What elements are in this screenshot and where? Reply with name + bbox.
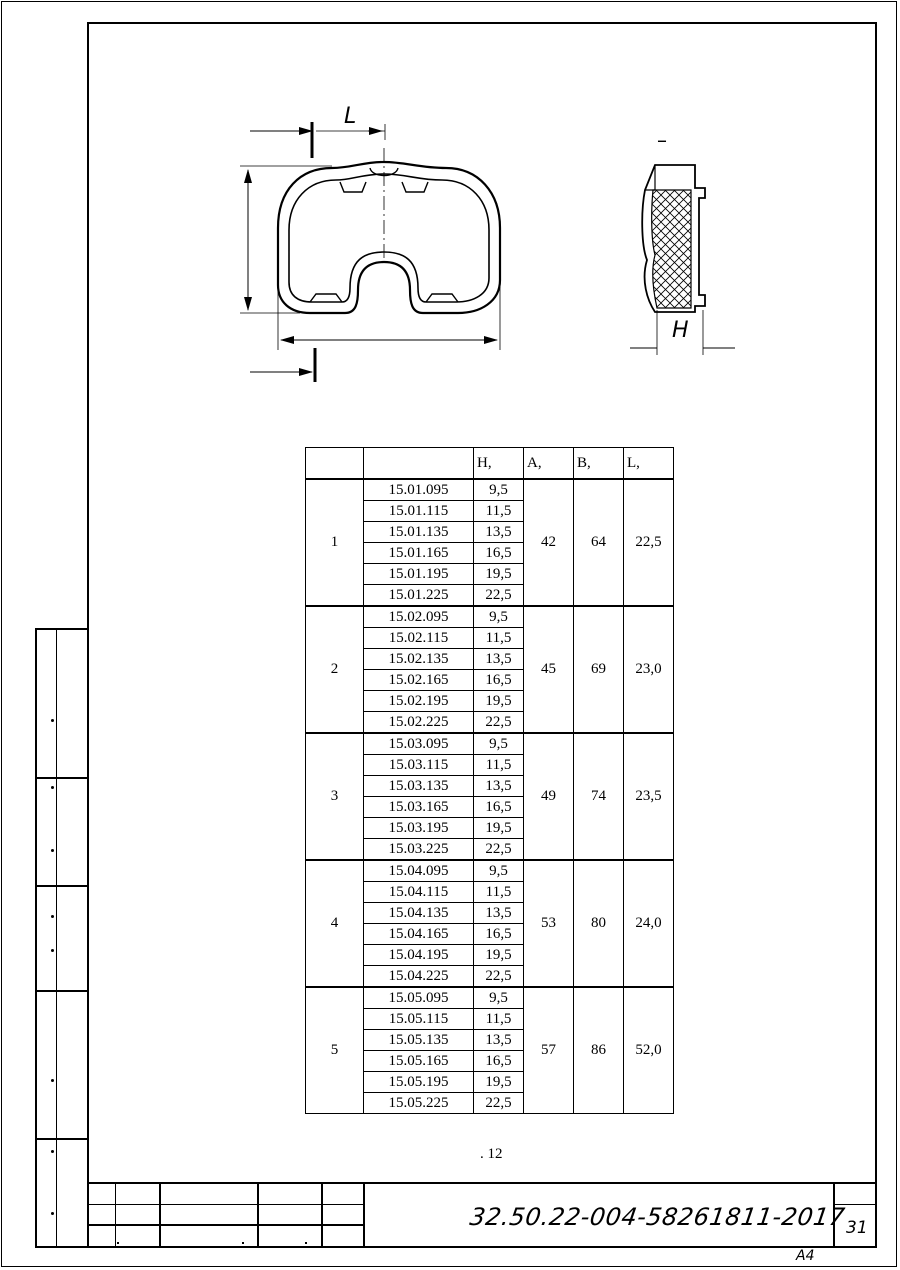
binding-strip	[35, 628, 88, 1248]
part-code: 15.04.225	[364, 966, 474, 988]
value-h: 13,5	[474, 903, 524, 924]
gasket-front-view	[240, 110, 520, 390]
table-header-row	[306, 448, 674, 480]
value-h: 9,5	[474, 733, 524, 755]
dimensions-table	[305, 447, 674, 1114]
group-number: 5	[306, 987, 364, 1114]
part-code: 15.02.115	[364, 628, 474, 649]
value-h: 11,5	[474, 1009, 524, 1030]
binding-mark	[51, 1212, 54, 1215]
part-code: 15.04.165	[364, 924, 474, 945]
header-l: L,	[624, 448, 674, 480]
part-code: 15.05.225	[364, 1093, 474, 1114]
header-a: A,	[524, 448, 574, 480]
part-code: 15.03.115	[364, 755, 474, 776]
part-code: 15.04.195	[364, 945, 474, 966]
value-b: 64	[574, 479, 624, 606]
part-code: 15.05.095	[364, 987, 474, 1009]
binding-strip-rule	[35, 777, 88, 779]
part-code: 15.05.115	[364, 1009, 474, 1030]
value-h: 22,5	[474, 1093, 524, 1114]
binding-strip-rule	[35, 885, 88, 887]
value-b: 80	[574, 860, 624, 987]
value-a: 57	[524, 987, 574, 1114]
header-h: H,	[474, 448, 524, 480]
value-h: 9,5	[474, 987, 524, 1009]
value-l: 52,0	[624, 987, 674, 1114]
part-code: 15.05.165	[364, 1051, 474, 1072]
value-h: 9,5	[474, 606, 524, 628]
value-b: 69	[574, 606, 624, 733]
binding-mark	[51, 786, 54, 789]
part-code: 15.01.135	[364, 522, 474, 543]
group-number: 2	[306, 606, 364, 733]
value-a: 53	[524, 860, 574, 987]
header-group	[306, 448, 364, 480]
dimension-label-L: L	[344, 104, 357, 129]
value-h: 16,5	[474, 670, 524, 691]
value-h: 22,5	[474, 966, 524, 988]
group-number: 3	[306, 733, 364, 860]
gasket-outer-contour	[278, 162, 500, 313]
header-code	[364, 448, 474, 480]
table-row	[306, 987, 674, 1009]
value-h: 19,5	[474, 691, 524, 712]
part-code: 15.01.225	[364, 585, 474, 607]
section-mark: –	[657, 128, 667, 152]
value-l: 24,0	[624, 860, 674, 987]
value-h: 11,5	[474, 755, 524, 776]
value-h: 19,5	[474, 945, 524, 966]
part-code: 15.02.165	[364, 670, 474, 691]
part-code: 15.03.135	[364, 776, 474, 797]
value-h: 16,5	[474, 924, 524, 945]
part-code: 15.03.165	[364, 797, 474, 818]
part-code: 15.01.115	[364, 501, 474, 522]
binding-mark	[51, 849, 54, 852]
value-l: 23,5	[624, 733, 674, 860]
part-code: 15.02.095	[364, 606, 474, 628]
value-h: 22,5	[474, 585, 524, 607]
value-h: 11,5	[474, 628, 524, 649]
value-h: 11,5	[474, 501, 524, 522]
binding-strip-rule	[35, 990, 88, 992]
part-code: 15.02.135	[364, 649, 474, 670]
value-b: 74	[574, 733, 624, 860]
binding-strip-divider	[56, 628, 57, 1248]
figure-note: . 12	[480, 1146, 503, 1162]
header-b: B,	[574, 448, 624, 480]
value-h: 19,5	[474, 564, 524, 585]
value-a: 49	[524, 733, 574, 860]
value-h: 9,5	[474, 479, 524, 501]
table-row	[306, 606, 674, 628]
part-code: 15.04.095	[364, 860, 474, 882]
binding-mark	[51, 1150, 54, 1153]
part-code: 15.02.225	[364, 712, 474, 734]
part-code: 15.02.195	[364, 691, 474, 712]
table-row	[306, 733, 674, 755]
sheet-format: A4	[796, 1248, 815, 1264]
value-l: 23,0	[624, 606, 674, 733]
sheet-number: 31	[846, 1218, 868, 1238]
value-a: 42	[524, 479, 574, 606]
part-code: 15.01.095	[364, 479, 474, 501]
binding-strip-rule	[35, 1138, 88, 1140]
value-b: 86	[574, 987, 624, 1114]
value-h: 16,5	[474, 1051, 524, 1072]
part-code: 15.05.195	[364, 1072, 474, 1093]
value-h: 16,5	[474, 797, 524, 818]
value-h: 19,5	[474, 818, 524, 839]
value-h: 11,5	[474, 882, 524, 903]
part-code: 15.05.135	[364, 1030, 474, 1051]
value-h: 13,5	[474, 1030, 524, 1051]
binding-mark	[51, 1079, 54, 1082]
document-designation: 32.50.22-004-58261811-2017	[468, 1203, 847, 1231]
value-h: 22,5	[474, 839, 524, 861]
binding-mark	[51, 915, 54, 918]
value-h: 13,5	[474, 776, 524, 797]
part-code: 15.04.135	[364, 903, 474, 924]
part-code: 15.03.095	[364, 733, 474, 755]
value-h: 13,5	[474, 649, 524, 670]
value-h: 16,5	[474, 543, 524, 564]
part-code: 15.03.225	[364, 839, 474, 861]
value-h: 19,5	[474, 1072, 524, 1093]
value-l: 22,5	[624, 479, 674, 606]
value-h: 13,5	[474, 522, 524, 543]
part-code: 15.01.165	[364, 543, 474, 564]
value-h: 9,5	[474, 860, 524, 882]
binding-mark	[51, 949, 54, 952]
part-code: 15.01.195	[364, 564, 474, 585]
group-number: 4	[306, 860, 364, 987]
part-code: 15.03.195	[364, 818, 474, 839]
table-row	[306, 860, 674, 882]
binding-mark	[51, 719, 54, 722]
dimension-label-H: H	[672, 318, 689, 343]
group-number: 1	[306, 479, 364, 606]
value-h: 22,5	[474, 712, 524, 734]
gasket-inner-contour	[289, 174, 489, 302]
table-row	[306, 479, 674, 501]
part-code: 15.04.115	[364, 882, 474, 903]
value-a: 45	[524, 606, 574, 733]
